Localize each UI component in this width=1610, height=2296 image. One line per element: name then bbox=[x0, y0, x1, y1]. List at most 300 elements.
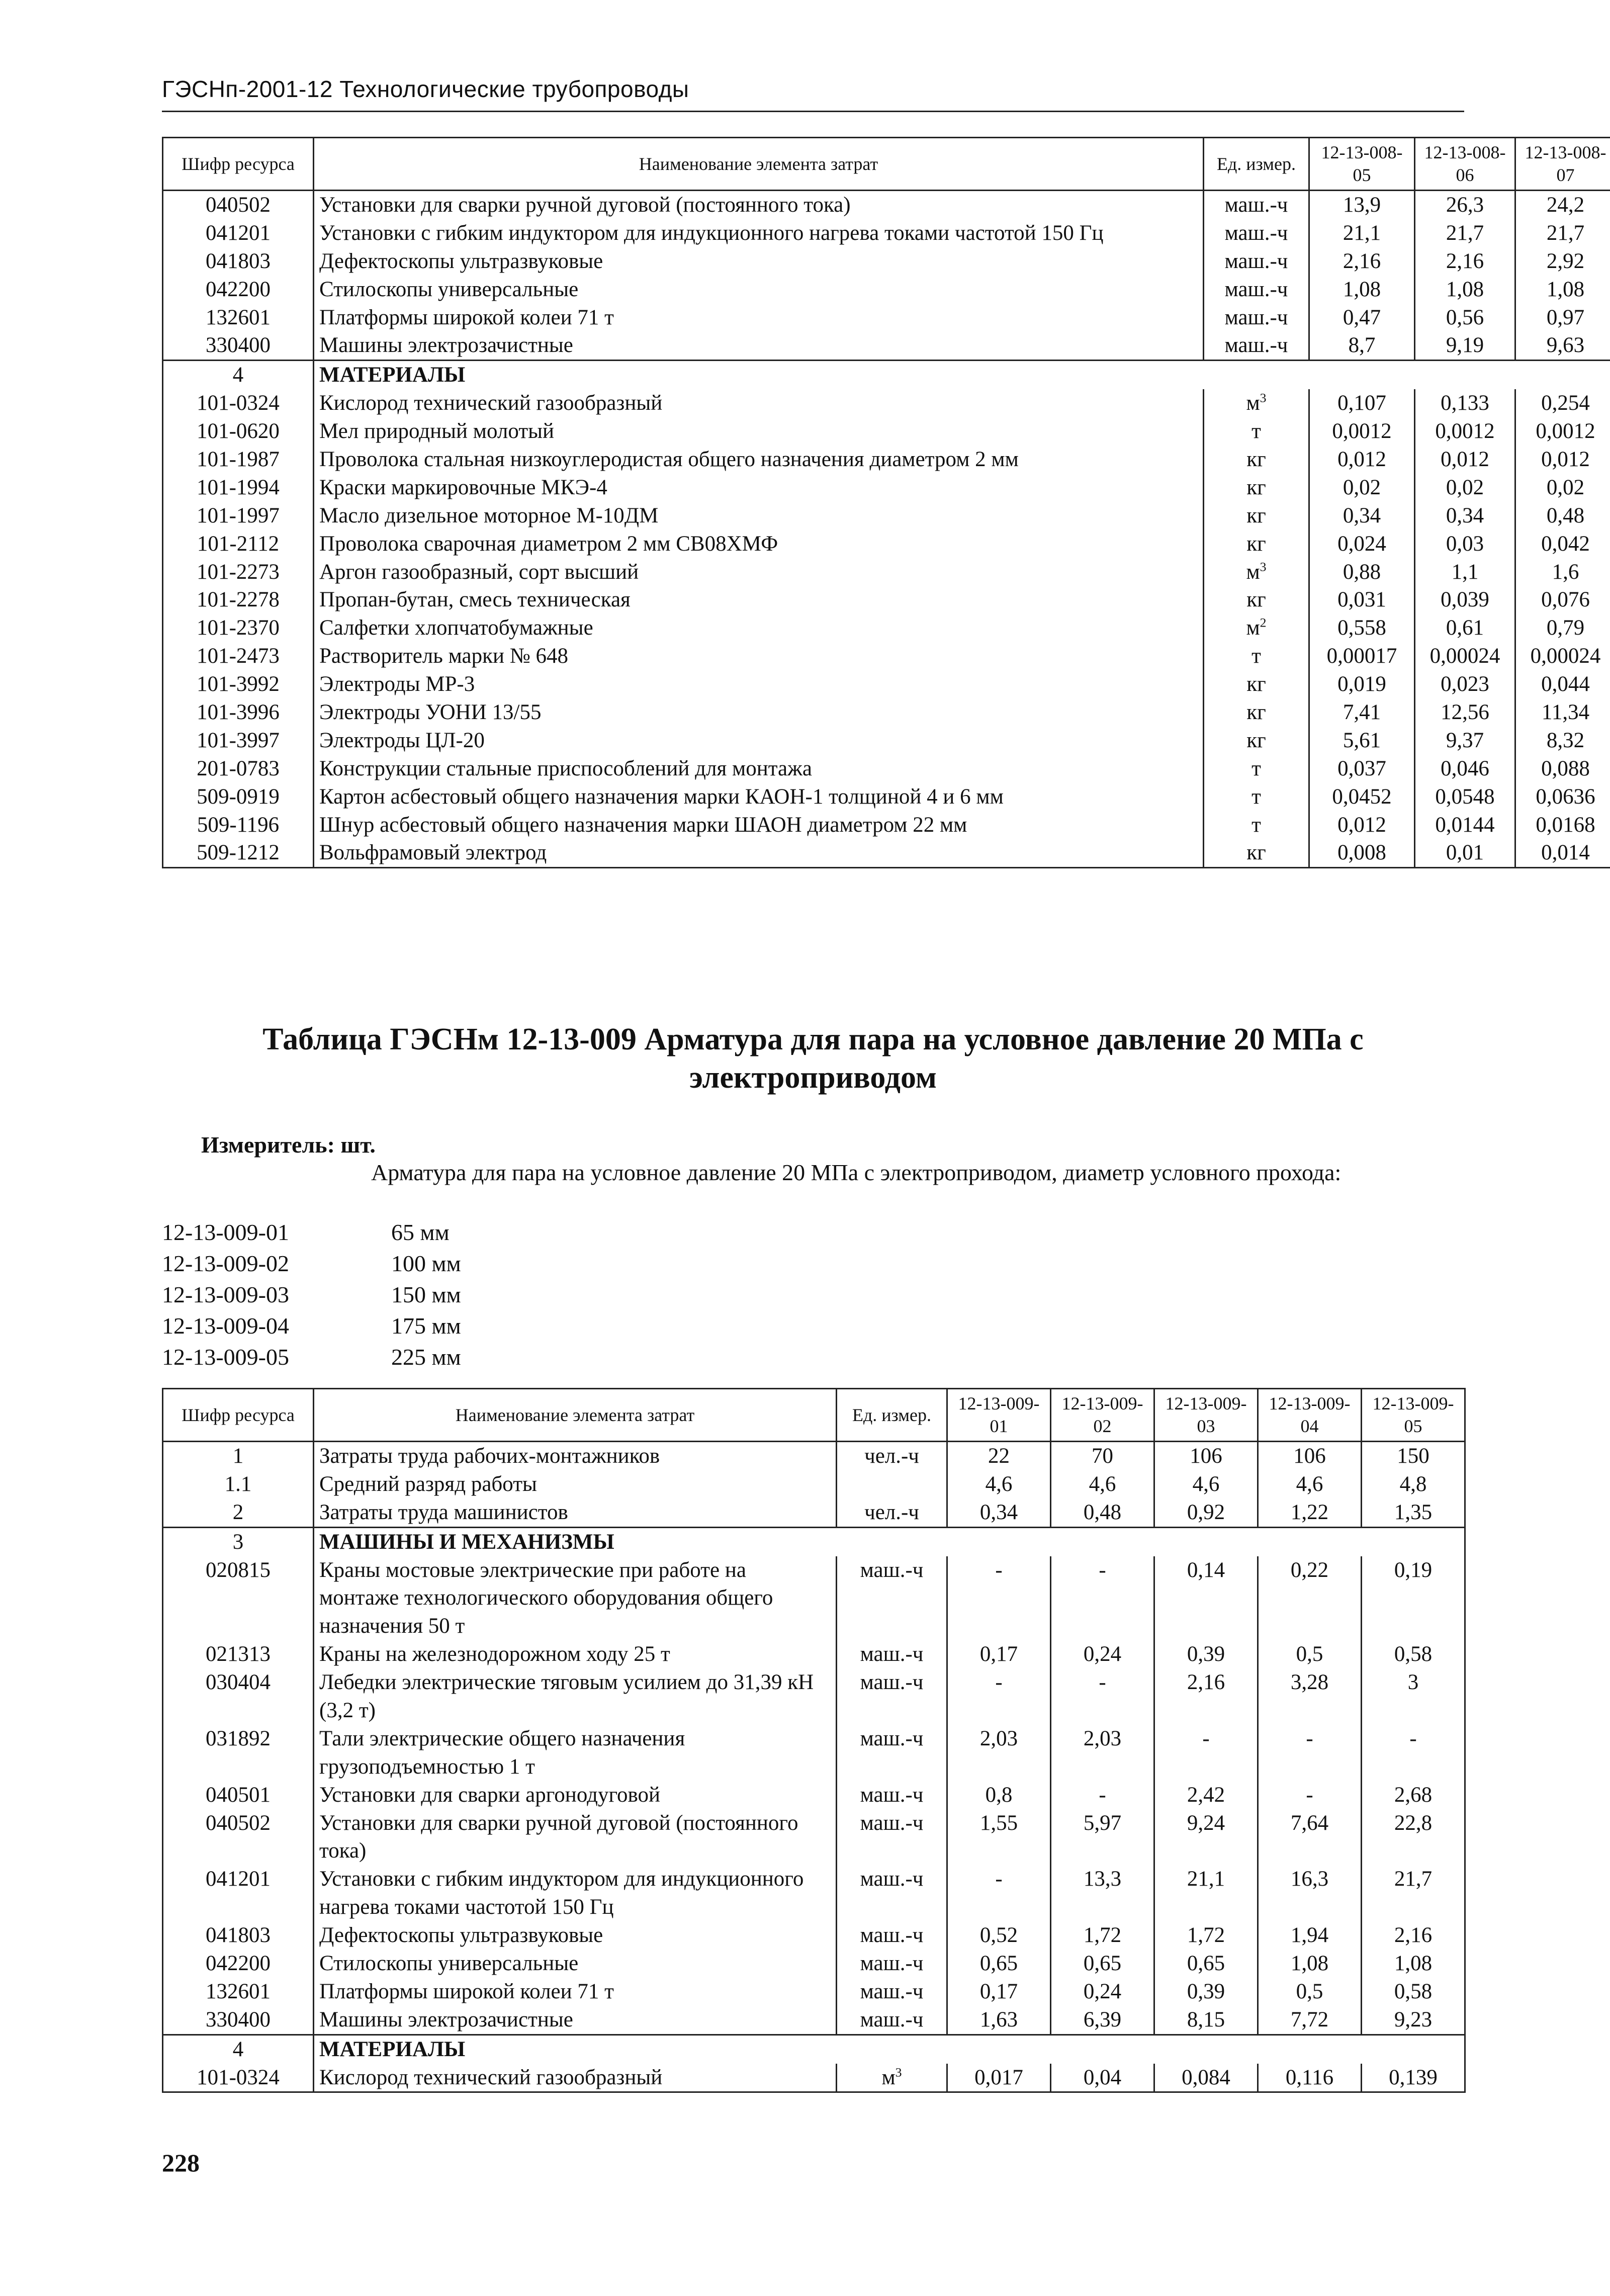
resource-code: 040502 bbox=[163, 191, 314, 219]
unit-cell bbox=[837, 1556, 947, 1641]
norm-value: 0,012 bbox=[1415, 446, 1515, 474]
cost-element-name: Проволока стальная низкоуглеродистая общего назначения диаметром 2 мм bbox=[314, 446, 1204, 474]
norm-value: 1,1 bbox=[1415, 558, 1515, 586]
resource-code: 132601 bbox=[163, 1978, 314, 2006]
norm-value: 0,65 bbox=[1051, 1950, 1154, 1978]
measure-label: Измеритель: bbox=[201, 1132, 335, 1158]
unit-cell bbox=[1204, 389, 1309, 417]
norm-value: 0,0452 bbox=[1309, 783, 1415, 811]
resource-code: 031892 bbox=[163, 1725, 314, 1781]
norm-value: 0,58 bbox=[1362, 1978, 1465, 2006]
unit-cell bbox=[1204, 558, 1309, 586]
norm-value: 0,017 bbox=[947, 2064, 1051, 2092]
cost-element-name: Лебедки электрические тяговым усилием до 31,39 кН (3,2 т) bbox=[314, 1668, 837, 1725]
norm-value: 0,107 bbox=[1309, 389, 1415, 417]
table-header-row bbox=[163, 138, 1610, 191]
unit-value: кг bbox=[1246, 448, 1266, 472]
norm-value: 0,023 bbox=[1415, 670, 1515, 698]
header-rule bbox=[162, 111, 1464, 112]
resource-code: 101-2473 bbox=[163, 642, 314, 670]
unit-cell bbox=[837, 2006, 947, 2035]
table-row bbox=[163, 1725, 1465, 1781]
table-row bbox=[163, 1640, 1465, 1668]
unit-cell bbox=[1204, 839, 1309, 867]
norm-value: 2,92 bbox=[1515, 247, 1610, 276]
norm-value: 5,97 bbox=[1051, 1809, 1154, 1866]
table-row bbox=[163, 1809, 1465, 1866]
table-row bbox=[163, 389, 1610, 417]
unit-value: чел.-ч bbox=[864, 1444, 919, 1468]
unit-exponent: 2 bbox=[1260, 615, 1267, 631]
unit-value: м bbox=[1246, 560, 1260, 584]
unit-cell bbox=[1204, 642, 1309, 670]
norm-value: 0,03 bbox=[1415, 530, 1515, 558]
unit-cell bbox=[837, 1809, 947, 1866]
unit-cell bbox=[1204, 586, 1309, 614]
unit-cell bbox=[1204, 783, 1309, 811]
table-row bbox=[163, 247, 1610, 276]
unit-value: маш.-ч bbox=[860, 1558, 924, 1582]
resource-code: 101-1997 bbox=[163, 502, 314, 530]
norm-value: 0,039 bbox=[1415, 586, 1515, 614]
norm-value: 0,037 bbox=[1309, 755, 1415, 783]
unit-cell bbox=[837, 1668, 947, 1725]
resource-code: 030404 bbox=[163, 1668, 314, 1725]
unit-cell bbox=[1204, 670, 1309, 698]
unit-cell bbox=[837, 1781, 947, 1809]
header-code: Шифр ресурса bbox=[163, 1389, 314, 1442]
section-number: 3 bbox=[163, 1527, 314, 1556]
norm-value: 0,014 bbox=[1515, 839, 1610, 867]
norm-value: 0,48 bbox=[1051, 1498, 1154, 1527]
unit-value: маш.-ч bbox=[1224, 277, 1288, 301]
table-row bbox=[163, 811, 1610, 839]
norm-value: 1,08 bbox=[1362, 1950, 1465, 1978]
table-row bbox=[163, 1781, 1465, 1809]
cost-element-name: Установки для сварки аргонодуговой bbox=[314, 1781, 837, 1809]
cost-element-name: Картон асбестовый общего назначения марки КАОН-1 толщиной 4 и 6 мм bbox=[314, 783, 1204, 811]
unit-value: м bbox=[1246, 616, 1260, 640]
norm-value: 4,6 bbox=[1258, 1470, 1362, 1498]
variant-code: 12-13-009-02 bbox=[162, 1251, 289, 1276]
header-name: Наименование элемента затрат bbox=[314, 1389, 837, 1442]
norm-value: 0,139 bbox=[1362, 2064, 1465, 2092]
variant-value: 225 мм bbox=[391, 1344, 461, 1370]
resource-code: 101-0324 bbox=[163, 389, 314, 417]
unit-value: кг bbox=[1246, 700, 1266, 725]
header-unit: Ед. измер. bbox=[837, 1389, 947, 1442]
cost-element-name: Установки для сварки ручной дуговой (постоянного тока) bbox=[314, 1809, 837, 1866]
variant-code: 12-13-009-01 bbox=[162, 1219, 289, 1245]
unit-value: кг bbox=[1246, 672, 1266, 696]
table-row bbox=[163, 1470, 1465, 1498]
norm-value: 0,92 bbox=[1154, 1498, 1258, 1527]
norm-value: 0,012 bbox=[1309, 811, 1415, 839]
table-row bbox=[163, 474, 1610, 502]
section-heading: МАТЕРИАЛЫ bbox=[314, 361, 1610, 389]
cost-element-name: Кислород технический газообразный bbox=[314, 2064, 837, 2092]
norm-value: 0,02 bbox=[1309, 474, 1415, 502]
unit-value: кг bbox=[1246, 475, 1266, 499]
unit-cell bbox=[1204, 755, 1309, 783]
unit-value: маш.-ч bbox=[860, 1952, 924, 1976]
resource-code: 040501 bbox=[163, 1781, 314, 1809]
cost-element-name: Шнур асбестовый общего назначения марки ШАОН диаметром 22 мм bbox=[314, 811, 1204, 839]
norm-value: - bbox=[1051, 1781, 1154, 1809]
norm-value: 0,042 bbox=[1515, 530, 1610, 558]
cost-element-name: Растворитель марки № 648 bbox=[314, 642, 1204, 670]
unit-value: маш.-ч bbox=[860, 1726, 924, 1750]
norm-value: 0,116 bbox=[1258, 2064, 1362, 2092]
table-row bbox=[163, 839, 1610, 867]
norm-value: 26,3 bbox=[1415, 191, 1515, 219]
resource-code: 020815 bbox=[163, 1556, 314, 1641]
resource-code: 101-3997 bbox=[163, 727, 314, 755]
variant-row bbox=[162, 1279, 461, 1310]
unit-cell bbox=[1204, 614, 1309, 642]
cost-element-name: Затраты труда машинистов bbox=[314, 1498, 837, 1527]
norm-value: 0,008 bbox=[1309, 839, 1415, 867]
header-col: 12-13-009-01 bbox=[947, 1389, 1051, 1442]
norm-value: 0,019 bbox=[1309, 670, 1415, 698]
unit-cell bbox=[1204, 698, 1309, 727]
unit-value: кг bbox=[1246, 841, 1266, 865]
norm-value: 2,16 bbox=[1415, 247, 1515, 276]
measure-value: шт. bbox=[340, 1132, 376, 1158]
cost-element-name: Затраты труда рабочих-монтажников bbox=[314, 1442, 837, 1470]
unit-value: м bbox=[1246, 391, 1260, 415]
norm-value: 0,012 bbox=[1515, 446, 1610, 474]
norm-value: 13,9 bbox=[1309, 191, 1415, 219]
unit-value: маш.-ч bbox=[1224, 221, 1288, 245]
norm-value: 70 bbox=[1051, 1442, 1154, 1470]
norm-value: 0,0012 bbox=[1309, 417, 1415, 446]
resource-code: 101-3992 bbox=[163, 670, 314, 698]
norm-value: 0,04 bbox=[1051, 2064, 1154, 2092]
unit-value: т bbox=[1251, 756, 1261, 780]
section-number: 4 bbox=[163, 2035, 314, 2063]
variant-row bbox=[162, 1310, 461, 1342]
norm-value: 4,6 bbox=[1051, 1470, 1154, 1498]
variant-value: 65 мм bbox=[391, 1219, 450, 1245]
norm-value: 0,24 bbox=[1051, 1640, 1154, 1668]
norm-value: 0,22 bbox=[1258, 1556, 1362, 1641]
unit-cell bbox=[837, 1470, 947, 1498]
norm-value: 0,19 bbox=[1362, 1556, 1465, 1641]
norm-value: 7,72 bbox=[1258, 2006, 1362, 2035]
norm-value: 106 bbox=[1154, 1442, 1258, 1470]
norm-value: 1,6 bbox=[1515, 558, 1610, 586]
norm-value: 12,56 bbox=[1415, 698, 1515, 727]
norm-value: 0,00024 bbox=[1415, 642, 1515, 670]
cost-element-name: Дефектоскопы ультразвуковые bbox=[314, 1921, 837, 1950]
norm-value: 21,7 bbox=[1362, 1865, 1465, 1921]
norm-value: 0,5 bbox=[1258, 1640, 1362, 1668]
cost-element-name: Краны мостовые электрические при работе на монтаже технологического оборудования общего назначения 50 т bbox=[314, 1556, 837, 1641]
table-row bbox=[163, 1668, 1465, 1725]
header-code: Шифр ресурса bbox=[163, 138, 314, 191]
norm-value: 1,72 bbox=[1051, 1921, 1154, 1950]
norm-value: 0,79 bbox=[1515, 614, 1610, 642]
cost-element-name: Электроды ЦЛ-20 bbox=[314, 727, 1204, 755]
unit-cell bbox=[1204, 219, 1309, 247]
norm-value: 0,00024 bbox=[1515, 642, 1610, 670]
unit-cell bbox=[837, 2064, 947, 2092]
norm-value: 1,08 bbox=[1515, 276, 1610, 304]
norm-value: - bbox=[1258, 1725, 1362, 1781]
unit-exponent: 3 bbox=[1260, 559, 1267, 574]
cost-element-name: Тали электрические общего назначения грузоподъемностью 1 т bbox=[314, 1725, 837, 1781]
norm-value: 0,39 bbox=[1154, 1978, 1258, 2006]
norm-value: 0,14 bbox=[1154, 1556, 1258, 1641]
norm-value: 21,1 bbox=[1154, 1865, 1258, 1921]
unit-cell bbox=[837, 1442, 947, 1470]
norm-value: 3,28 bbox=[1258, 1668, 1362, 1725]
norm-value: 0,47 bbox=[1309, 304, 1415, 332]
resource-code: 330400 bbox=[163, 2006, 314, 2035]
unit-value: т bbox=[1251, 644, 1261, 668]
section-heading: МАШИНЫ И МЕХАНИЗМЫ bbox=[314, 1527, 1465, 1556]
norm-value: 0,01 bbox=[1415, 839, 1515, 867]
table-row bbox=[163, 446, 1610, 474]
header-col: 12-13-009-04 bbox=[1258, 1389, 1362, 1442]
table-row bbox=[163, 502, 1610, 530]
norm-value: 0,0548 bbox=[1415, 783, 1515, 811]
norm-value: 1,94 bbox=[1258, 1921, 1362, 1950]
norm-value: 4,8 bbox=[1362, 1470, 1465, 1498]
resource-code: 330400 bbox=[163, 331, 314, 360]
norm-value: 3 bbox=[1362, 1668, 1465, 1725]
table-row bbox=[163, 1442, 1465, 1470]
cost-element-name: Проволока сварочная диаметром 2 мм СВ08ХМФ bbox=[314, 530, 1204, 558]
norm-value: 11,34 bbox=[1515, 698, 1610, 727]
page-number: 228 bbox=[162, 2149, 200, 2177]
unit-cell bbox=[1204, 304, 1309, 332]
resource-code: 041201 bbox=[163, 219, 314, 247]
header-col: 12-13-009-03 bbox=[1154, 1389, 1258, 1442]
unit-cell bbox=[837, 1950, 947, 1978]
cost-element-name: Электроды МР-3 bbox=[314, 670, 1204, 698]
norm-value: 0,52 bbox=[947, 1921, 1051, 1950]
norm-value: 0,8 bbox=[947, 1781, 1051, 1809]
cost-element-name: Стилоскопы универсальные bbox=[314, 1950, 837, 1978]
resource-code: 101-1987 bbox=[163, 446, 314, 474]
norm-value: 0,5 bbox=[1258, 1978, 1362, 2006]
resource-code: 101-1994 bbox=[163, 474, 314, 502]
norm-value: 1,72 bbox=[1154, 1921, 1258, 1950]
section-number: 4 bbox=[163, 361, 314, 389]
norm-value: 4,6 bbox=[1154, 1470, 1258, 1498]
unit-value: маш.-ч bbox=[1224, 333, 1288, 358]
resource-code: 509-1212 bbox=[163, 839, 314, 867]
norm-value: 0,254 bbox=[1515, 389, 1610, 417]
norm-value: 2,16 bbox=[1154, 1668, 1258, 1725]
norm-value: 0,61 bbox=[1415, 614, 1515, 642]
norm-value: 2,16 bbox=[1362, 1921, 1465, 1950]
cost-element-name: Дефектоскопы ультразвуковые bbox=[314, 247, 1204, 276]
norm-value: 1,55 bbox=[947, 1809, 1051, 1866]
table-row bbox=[163, 219, 1610, 247]
variant-row bbox=[162, 1342, 461, 1373]
resource-code: 509-1196 bbox=[163, 811, 314, 839]
variant-value: 175 мм bbox=[391, 1313, 461, 1339]
variant-row bbox=[162, 1248, 461, 1279]
unit-value: маш.-ч bbox=[860, 2007, 924, 2032]
unit-value: маш.-ч bbox=[860, 1979, 924, 2003]
unit-value: т bbox=[1251, 419, 1261, 444]
unit-value: маш.-ч bbox=[1224, 193, 1288, 217]
unit-cell bbox=[1204, 276, 1309, 304]
norm-value: 0,24 bbox=[1051, 1978, 1154, 2006]
norm-value: 0,558 bbox=[1309, 614, 1415, 642]
norm-value: 21,1 bbox=[1309, 219, 1415, 247]
norm-value: 9,24 bbox=[1154, 1809, 1258, 1866]
unit-cell bbox=[837, 1921, 947, 1950]
norm-value: 0,0012 bbox=[1515, 417, 1610, 446]
table-row bbox=[163, 1978, 1465, 2006]
norm-value: 0,0168 bbox=[1515, 811, 1610, 839]
resource-code: 101-0324 bbox=[163, 2064, 314, 2092]
norm-value: 0,00017 bbox=[1309, 642, 1415, 670]
cost-element-name: Платформы широкой колеи 71 т bbox=[314, 304, 1204, 332]
norm-value: 21,7 bbox=[1515, 219, 1610, 247]
table-row bbox=[163, 2006, 1465, 2035]
norm-value: 5,61 bbox=[1309, 727, 1415, 755]
norm-value: 2,03 bbox=[947, 1725, 1051, 1781]
table-row bbox=[163, 304, 1610, 332]
unit-cell bbox=[1204, 811, 1309, 839]
variant-row bbox=[162, 1217, 461, 1248]
table-header-row bbox=[163, 1389, 1465, 1442]
table-row bbox=[163, 755, 1610, 783]
norm-value: 0,046 bbox=[1415, 755, 1515, 783]
unit-cell bbox=[837, 1498, 947, 1527]
cost-element-name: Средний разряд работы bbox=[314, 1470, 837, 1498]
resource-code: 101-0620 bbox=[163, 417, 314, 446]
unit-value: маш.-ч bbox=[1224, 249, 1288, 273]
table-row bbox=[163, 642, 1610, 670]
table-row bbox=[163, 727, 1610, 755]
unit-value: маш.-ч bbox=[860, 1811, 924, 1835]
section-row bbox=[163, 1527, 1465, 1556]
resource-code: 042200 bbox=[163, 276, 314, 304]
cost-element-name: Кислород технический газообразный bbox=[314, 389, 1204, 417]
unit-value: чел.-ч bbox=[864, 1500, 919, 1524]
norm-value: 9,23 bbox=[1362, 2006, 1465, 2035]
measure-description: Арматура для пара на условное давление 20 МПа с электроприводом, диаметр условного прохода: bbox=[371, 1160, 1341, 1185]
table-row bbox=[163, 1498, 1465, 1527]
table-row bbox=[163, 417, 1610, 446]
norm-value: 106 bbox=[1258, 1442, 1362, 1470]
table-row bbox=[163, 614, 1610, 642]
cost-element-name: Платформы широкой колеи 71 т bbox=[314, 1978, 837, 2006]
measure-line bbox=[201, 1131, 376, 1158]
norm-value: 0,17 bbox=[947, 1640, 1051, 1668]
table-row bbox=[163, 1865, 1465, 1921]
norm-value: 0,34 bbox=[1309, 502, 1415, 530]
norm-value: 22,8 bbox=[1362, 1809, 1465, 1866]
unit-cell bbox=[1204, 247, 1309, 276]
norm-value: 0,65 bbox=[1154, 1950, 1258, 1978]
norm-value: 4,6 bbox=[947, 1470, 1051, 1498]
unit-cell bbox=[837, 1978, 947, 2006]
resource-code: 132601 bbox=[163, 304, 314, 332]
unit-exponent: 3 bbox=[895, 2065, 902, 2080]
cost-element-name: Масло дизельное моторное М-10ДМ bbox=[314, 502, 1204, 530]
norm-value: 0,031 bbox=[1309, 586, 1415, 614]
norm-value: 150 bbox=[1362, 1442, 1465, 1470]
norm-value: 1,08 bbox=[1415, 276, 1515, 304]
norm-value: 0,076 bbox=[1515, 586, 1610, 614]
header-name: Наименование элемента затрат bbox=[314, 138, 1204, 191]
resource-code: 2 bbox=[163, 1498, 314, 1527]
unit-value: т bbox=[1251, 813, 1261, 837]
variant-code: 12-13-009-04 bbox=[162, 1313, 289, 1339]
unit-cell bbox=[1204, 417, 1309, 446]
norm-value: 0,084 bbox=[1154, 2064, 1258, 2092]
cost-element-name: Стилоскопы универсальные bbox=[314, 276, 1204, 304]
header-unit: Ед. измер. bbox=[1204, 138, 1309, 191]
unit-cell bbox=[1204, 446, 1309, 474]
cost-element-name: Пропан-бутан, смесь техническая bbox=[314, 586, 1204, 614]
resource-code: 101-3996 bbox=[163, 698, 314, 727]
table-row bbox=[163, 783, 1610, 811]
norm-value: 21,7 bbox=[1415, 219, 1515, 247]
norm-value: 2,03 bbox=[1051, 1725, 1154, 1781]
norm-value: 7,41 bbox=[1309, 698, 1415, 727]
norm-value: 2,16 bbox=[1309, 247, 1415, 276]
unit-value: маш.-ч bbox=[860, 1783, 924, 1807]
norm-value: 0,56 bbox=[1415, 304, 1515, 332]
norm-value: 0,17 bbox=[947, 1978, 1051, 2006]
resource-code: 041803 bbox=[163, 247, 314, 276]
cost-element-name: Конструкции стальные приспособлений для монтажа bbox=[314, 755, 1204, 783]
cost-element-name: Мел природный молотый bbox=[314, 417, 1204, 446]
header-col: 12-13-009-05 bbox=[1362, 1389, 1465, 1442]
resource-code: 042200 bbox=[163, 1950, 314, 1978]
unit-cell bbox=[1204, 530, 1309, 558]
table-row bbox=[163, 276, 1610, 304]
header-col: 12-13-008-07 bbox=[1515, 138, 1610, 191]
resource-code: 101-2278 bbox=[163, 586, 314, 614]
norm-value: - bbox=[947, 1556, 1051, 1641]
cost-element-name: Установки с гибким индуктором для индукционного нагрева токами частотой 150 Гц bbox=[314, 219, 1204, 247]
norm-value: 0,024 bbox=[1309, 530, 1415, 558]
resource-code: 201-0783 bbox=[163, 755, 314, 783]
unit-cell bbox=[837, 1640, 947, 1668]
unit-value: м bbox=[881, 2065, 896, 2089]
norm-value: 0,012 bbox=[1309, 446, 1415, 474]
unit-exponent: 3 bbox=[1260, 390, 1267, 405]
norm-value: 0,34 bbox=[1415, 502, 1515, 530]
unit-cell bbox=[1204, 191, 1309, 219]
table-row bbox=[163, 331, 1610, 360]
norm-value: 1,63 bbox=[947, 2006, 1051, 2035]
table-row bbox=[163, 2064, 1465, 2092]
norm-value: 6,39 bbox=[1051, 2006, 1154, 2035]
section-title: Таблица ГЭСНм 12-13-009 Арматура для пара на условное давление 20 МПа с электроприводом bbox=[262, 1022, 1364, 1095]
norm-value: - bbox=[947, 1668, 1051, 1725]
norm-value: 8,7 bbox=[1309, 331, 1415, 360]
header-col: 12-13-008-05 bbox=[1309, 138, 1415, 191]
table-row bbox=[163, 558, 1610, 586]
cost-element-name: Установки с гибким индуктором для индукционного нагрева токами частотой 150 Гц bbox=[314, 1865, 837, 1921]
resource-code: 041201 bbox=[163, 1865, 314, 1921]
resource-code: 101-2370 bbox=[163, 614, 314, 642]
table-row bbox=[163, 1921, 1465, 1950]
cost-element-name: Краски маркировочные МКЭ-4 bbox=[314, 474, 1204, 502]
unit-cell bbox=[837, 1725, 947, 1781]
